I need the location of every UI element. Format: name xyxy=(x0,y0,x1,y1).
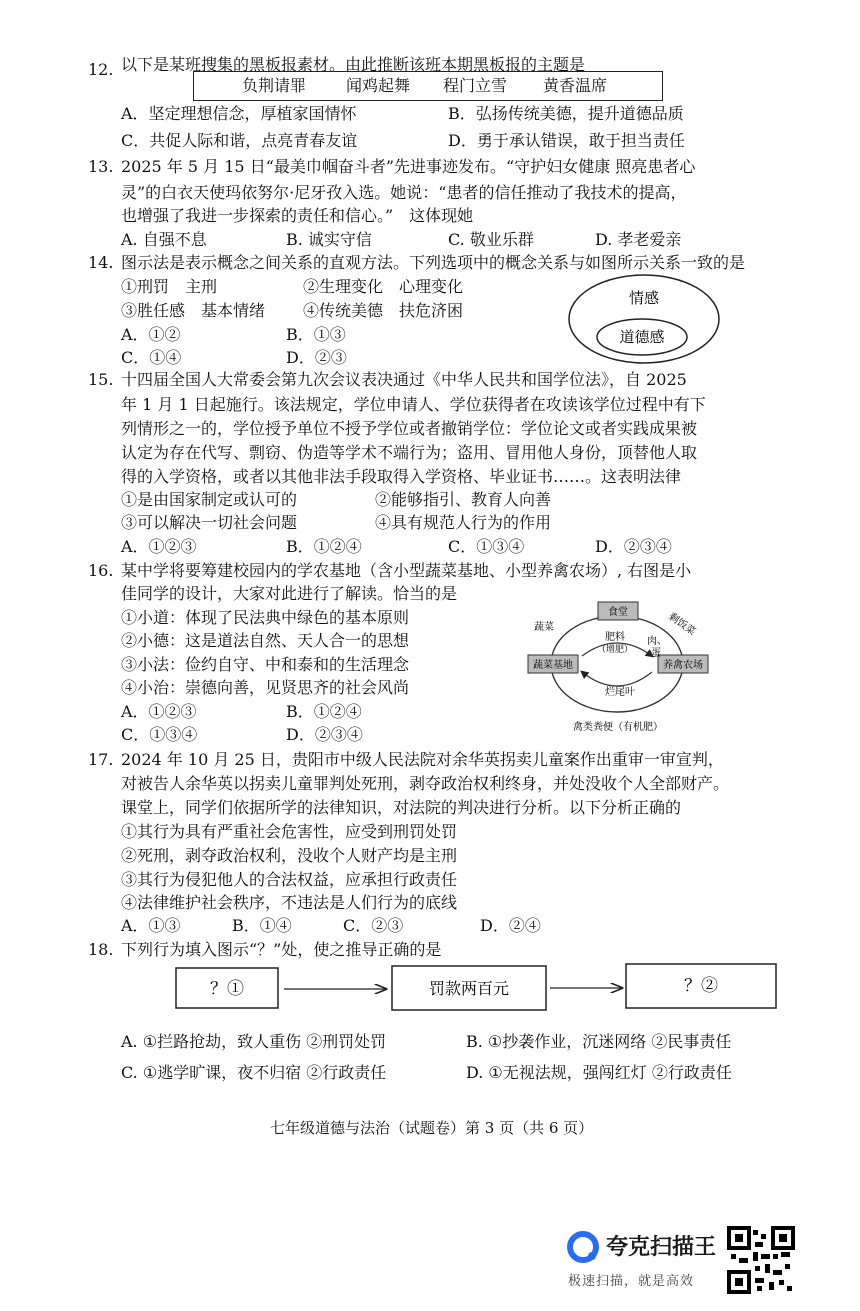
farm-label: 养禽农场 xyxy=(663,660,703,671)
q16-item: ④小治：崇德向善，见贤思齐的社会风尚 xyxy=(121,678,410,697)
q17-line: 对被告人余华英以拐卖儿童罪判处死刑，剥夺政治权利终身，并处没收个人全部财产。 xyxy=(121,774,730,793)
q18-option-b: B. ①抄袭作业，沉迷网络 ②民事责任 xyxy=(466,1032,732,1051)
q17-option-c: C．②③ xyxy=(343,916,404,935)
q17-item: ③其行为侵犯他人的合法权益，应承担行政责任 xyxy=(121,870,458,889)
manure-label: 禽类粪便（有机肥） xyxy=(573,722,663,733)
q15-number: 15. xyxy=(88,370,114,389)
q12-option-c: C．共促人际和谐，点亮青春友谊 xyxy=(121,131,358,150)
q16-item: ①小道：体现了民法典中绿色的基本原则 xyxy=(121,608,410,627)
q12-option-b: B．弘扬传统美德，提升道德品质 xyxy=(448,104,684,123)
q17-option-b: B．①④ xyxy=(232,916,292,935)
q15-item: ④具有规范人行为的作用 xyxy=(375,513,552,532)
q15-item: ③可以解决一切社会问题 xyxy=(121,513,298,532)
q13-line: 灵”的白衣天使玛依努尔·尼牙孜入选。她说：“患者的信任推动了我技术的提高， xyxy=(121,183,687,202)
flow-box-3-label: ？② xyxy=(684,976,718,996)
q12-banner-item: 黄香温席 xyxy=(543,76,608,95)
qr-code-icon xyxy=(727,1226,795,1294)
flow-box-1-label: ？① xyxy=(210,979,244,999)
q16-option-c: C．①③④ xyxy=(121,725,198,744)
veg-label: 蔬菜 xyxy=(534,622,554,633)
scanner-watermark xyxy=(562,1226,812,1296)
q14-option-d: D．②③ xyxy=(286,348,347,367)
q17-item: ②死刑，剥夺政治权利，没收个人财产均是主刑 xyxy=(121,846,458,865)
q14-venn-diagram xyxy=(566,271,722,367)
egg-label: 蛋 xyxy=(651,648,661,659)
venn-outer-label: 情感 xyxy=(628,289,660,307)
q15-line: 年 1 月 1 日起施行。该法规定，学位申请人、学位获得者在攻读该学位过程中有下 xyxy=(121,395,706,414)
q15-option-c: C．①③④ xyxy=(448,537,525,556)
q17-option-d: D．②④ xyxy=(480,916,541,935)
page-footer: 七年级道德与法治（试题卷）第 3 页（共 6 页） xyxy=(270,1119,594,1137)
scanner-slogan: 极速扫描，就是高效 xyxy=(568,1274,695,1289)
q16-item: ②小德：这是道法自然、天人合一的思想 xyxy=(121,631,410,650)
q14-number: 14. xyxy=(88,253,114,272)
q17-item: ④法律维护社会秩序，不违法是人们行为的底线 xyxy=(121,893,458,912)
q13-option-d: D. 孝老爱亲 xyxy=(595,230,682,249)
q15-option-d: D．②③④ xyxy=(595,537,672,556)
q18-stem: 下列行为填入图示“？”处，使之推导正确的是 xyxy=(121,940,442,959)
venn-inner-label: 道德感 xyxy=(619,328,665,346)
q15-option-a: A．①②③ xyxy=(121,537,197,556)
leftovers-label: 剩饭菜 xyxy=(666,611,698,638)
meat-label: 肉、 xyxy=(647,636,667,647)
cycle-inner-arc-bottom xyxy=(582,672,652,686)
q17-line: 课堂上，同学们依据所学的法律知识，对法院的判决进行分析。以下分析正确的 xyxy=(121,798,682,817)
q16-option-a: A．①②③ xyxy=(121,702,197,721)
q13-option-a: A. 自强不息 xyxy=(121,230,207,249)
q18-option-d: D. ①无视法规，强闯红灯 ②行政责任 xyxy=(466,1063,732,1082)
q14-stem: 图示法是表示概念之间关系的直观方法。下列选项中的概念关系与如图所示关系一致的是 xyxy=(121,253,746,272)
q18-option-c: C. ①逃学旷课，夜不归宿 ②行政责任 xyxy=(121,1063,387,1082)
veg-base-label: 蔬菜基地 xyxy=(533,660,573,671)
q14-item: ①刑罚 主刑 xyxy=(121,277,218,296)
q16-number: 16. xyxy=(88,561,114,580)
q16-line: 某中学将要筹建校园内的学农基地（含小型蔬菜基地、小型养禽农场）, 右图是小 xyxy=(121,561,692,580)
q15-item: ①是由国家制定或认可的 xyxy=(121,490,298,509)
scanner-logo-icon xyxy=(566,1230,600,1264)
fert-label: 肥料 xyxy=(605,632,625,643)
flow-box-2-label: 罚款两百元 xyxy=(428,979,510,998)
q13-line: 也增强了我进一步探索的责任和信心。” 这体现她 xyxy=(121,206,474,225)
q14-item: ②生理变化 心理变化 xyxy=(303,277,464,296)
q14-option-c: C．①④ xyxy=(121,348,182,367)
q12-banner-item: 程门立雪 xyxy=(443,76,508,95)
fert-sub-label: （增肥） xyxy=(596,645,634,655)
q14-option-b: B．①③ xyxy=(286,325,346,344)
q12-stem: 以下是某班搜集的黑板报素材。由此推断该班本期黑板报的主题是 xyxy=(121,55,586,74)
q15-line: 得的入学资格，或者以其他非法手段取得入学资格、毕业证书……。这表明法律 xyxy=(121,467,682,486)
q12-banner-item: 闻鸡起舞 xyxy=(346,76,411,95)
q13-option-b: B. 诚实守信 xyxy=(286,230,372,249)
q15-line: 十四届全国人大常委会第九次会议表决通过《中华人民共和国学位法》，自 2025 xyxy=(121,370,687,389)
q18-option-a: A. ①拦路抢劫，致人重伤 ②刑罚处罚 xyxy=(121,1032,387,1051)
q17-line: 2024 年 10 月 25 日，贵阳市中级人民法院对余华英拐卖儿童案作出重审一审宣判， xyxy=(121,750,724,769)
q14-option-a: A．①② xyxy=(121,325,181,344)
q16-item: ③小法：俭约自守、中和泰和的生活理念 xyxy=(121,655,410,674)
q17-item: ①其行为具有严重社会危害性，应受到刑罚处罚 xyxy=(121,822,458,841)
q17-option-a: A．①③ xyxy=(121,916,181,935)
q16-cycle-diagram xyxy=(520,600,730,738)
leaves-label: 烂尾叶 xyxy=(605,687,635,698)
q18-number: 18. xyxy=(88,940,114,959)
scanner-brand: 夸克扫描王 xyxy=(606,1235,717,1260)
q15-option-b: B．①②④ xyxy=(286,537,362,556)
q16-option-d: D．②③④ xyxy=(286,725,363,744)
q14-item: ③胜任感 基本情绪 xyxy=(121,301,266,320)
q15-item: ②能够指引、教育人向善 xyxy=(375,490,552,509)
q14-item: ④传统美德 扶危济困 xyxy=(303,301,464,320)
q15-line: 认定为存在代写、剽窃、伪造等学术不端行为；盗用、冒用他人身份，顶替他人取 xyxy=(121,443,698,462)
canteen-label: 食堂 xyxy=(608,607,628,618)
q12-banner-item: 负荆请罪 xyxy=(242,76,307,95)
q16-line: 佳同学的设计，大家对此进行了解读。恰当的是 xyxy=(121,584,458,603)
q17-number: 17. xyxy=(88,750,114,769)
q16-option-b: B．①②④ xyxy=(286,702,362,721)
q15-line: 列情形之一的，学位授予单位不授予学位或者撤销学位：学位论文或者实践成果被 xyxy=(121,419,698,438)
q12-option-a: A．坚定理想信念，厚植家国情怀 xyxy=(121,104,357,123)
q12-option-d: D．勇于承认错误，敢于担当责任 xyxy=(448,131,685,150)
q13-number: 13. xyxy=(88,157,114,176)
q12-number: 12. xyxy=(88,60,114,79)
q18-flow-diagram xyxy=(170,962,782,1018)
q13-option-c: C. 敬业乐群 xyxy=(448,230,534,249)
q13-line: 2025 年 5 月 15 日“最美巾帼奋斗者”先进事迹发布。“守护妇女健康 照亮患者心 xyxy=(121,157,696,176)
